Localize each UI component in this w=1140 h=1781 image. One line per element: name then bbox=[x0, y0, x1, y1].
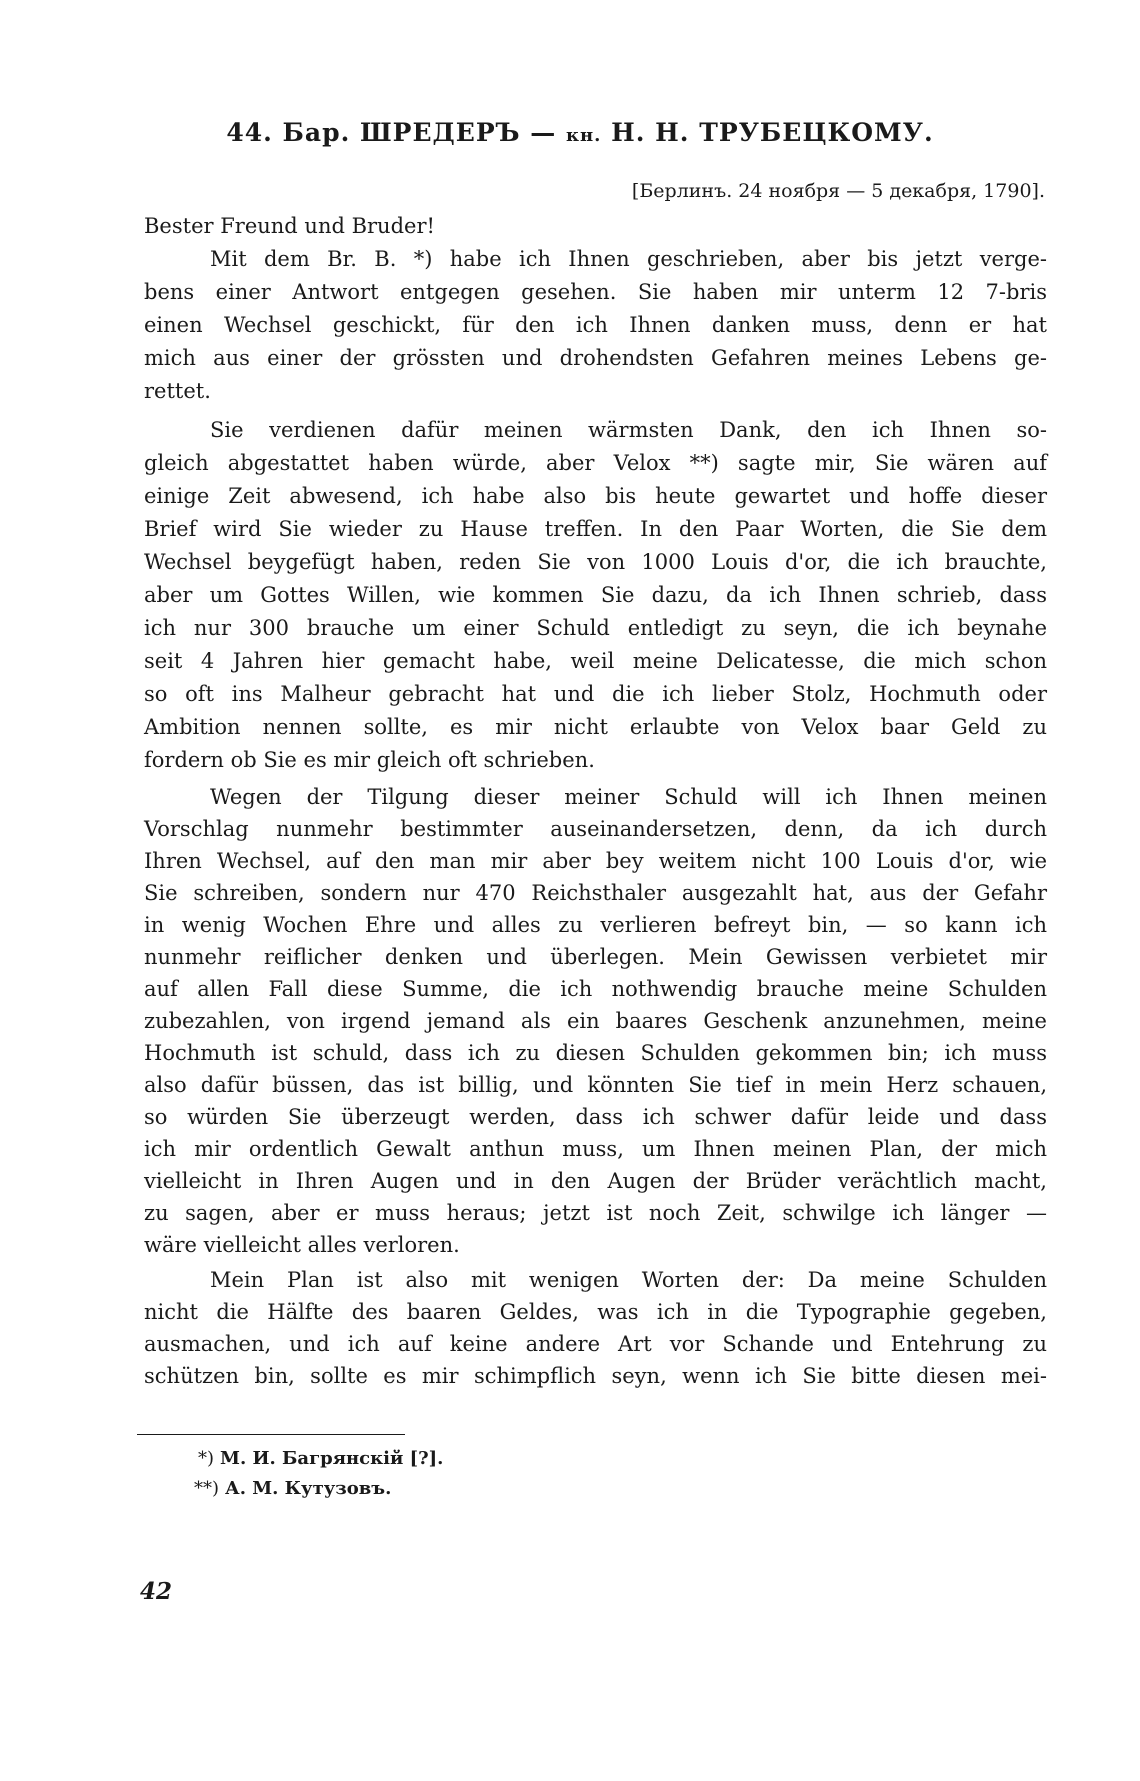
text-line: wäre vielleicht alles verloren. bbox=[144, 1233, 460, 1257]
text-line: rettet. bbox=[144, 379, 211, 403]
text-line: Mein Plan ist also mit wenigen Worten der: Da meine Schulden bbox=[210, 1268, 1047, 1292]
footnote-1 bbox=[198, 1448, 443, 1469]
heading-title-abbrev: кн. bbox=[565, 125, 602, 146]
footnote-text: М. И. Багрянскій [?]. bbox=[220, 1448, 444, 1469]
text-line: gleich abgestattet haben würde, aber Velox **) sagte mir, Sie wären auf bbox=[144, 451, 1047, 475]
text-line: ich mir ordentlich Gewalt anthun muss, um Ihnen meinen Plan, der mich bbox=[144, 1137, 1047, 1161]
text-line: in wenig Wochen Ehre und alles zu verlieren befreyt bin, — so kann ich bbox=[144, 913, 1047, 937]
text-line: zu sagen, aber er muss heraus; jetzt ist noch Zeit, schwilge ich länger — bbox=[144, 1201, 1047, 1225]
text-line: ich nur 300 brauche um einer Schuld entledigt zu seyn, die ich beynahe bbox=[144, 616, 1047, 640]
text-line: nicht die Hälfte des baaren Geldes, was ich in die Typographie gegeben, bbox=[144, 1300, 1047, 1324]
text-line: einen Wechsel geschickt, für den ich Ihnen danken muss, denn er hat bbox=[144, 313, 1047, 337]
footnote-rule bbox=[137, 1434, 405, 1435]
text-line: auf allen Fall diese Summe, die ich nothwendig brauche meine Schulden bbox=[144, 977, 1047, 1001]
footnote-text: А. М. Кутузовъ. bbox=[225, 1478, 392, 1499]
footnote-mark: *) bbox=[198, 1448, 215, 1469]
text-line: zubezahlen, von irgend jemand als ein baares Geschenk anzunehmen, meine bbox=[144, 1009, 1047, 1033]
letter-recipient: Н. Н. ТРУБЕЦКОМУ. bbox=[611, 118, 934, 147]
footnote-2 bbox=[194, 1478, 391, 1499]
text-line: so oft ins Malheur gebracht hat und die ich lieber Stolz, Hochmuth oder bbox=[144, 682, 1047, 706]
text-line: fordern ob Sie es mir gleich oft schrieben. bbox=[144, 748, 595, 772]
letter-heading bbox=[0, 118, 1140, 147]
text-line: Ihren Wechsel, auf den man mir aber bey weitem nicht 100 Louis d'or, wie bbox=[144, 849, 1047, 873]
text-line: Brief wird Sie wieder zu Hause treffen. In den Paar Worten, die Sie dem bbox=[144, 517, 1047, 541]
text-line: Ambition nennen sollte, es mir nicht erlaubte von Velox baar Geld zu bbox=[144, 715, 1047, 739]
text-line: seit 4 Jahren hier gemacht habe, weil meine Delicatesse, die mich schon bbox=[144, 649, 1047, 673]
footnote-mark: **) bbox=[194, 1478, 220, 1499]
text-line: ausmachen, und ich auf keine andere Art vor Schande und Entehrung zu bbox=[144, 1332, 1047, 1356]
text-line: aber um Gottes Willen, wie kommen Sie dazu, da ich Ihnen schrieb, dass bbox=[144, 583, 1047, 607]
text-line: Mit dem Br. B. *) habe ich Ihnen geschrieben, aber bis jetzt verge- bbox=[210, 247, 1047, 271]
text-line: mich aus einer der grössten und drohendsten Gefahren meines Lebens ge- bbox=[144, 346, 1047, 370]
text-line: Sie verdienen dafür meinen wärmsten Dank, den ich Ihnen so- bbox=[210, 418, 1047, 442]
text-line: vielleicht in Ihren Augen und in den Augen der Brüder verächtlich macht, bbox=[144, 1169, 1047, 1193]
letter-sender: Бар. ШРЕДЕРЪ bbox=[282, 118, 521, 147]
heading-dash: — bbox=[530, 118, 557, 147]
text-line: Wegen der Tilgung dieser meiner Schuld will ich Ihnen meinen bbox=[210, 785, 1047, 809]
text-line: Wechsel beygefügt haben, reden Sie von 1000 Louis d'or, die ich brauchte, bbox=[144, 550, 1047, 574]
text-line: einige Zeit abwesend, ich habe also bis heute gewartet und hoffe dieser bbox=[144, 484, 1047, 508]
page-number: 42 bbox=[140, 1578, 173, 1605]
text-line: nunmehr reiflicher denken und überlegen. Mein Gewissen verbietet mir bbox=[144, 945, 1047, 969]
letter-number: 44. bbox=[226, 118, 273, 147]
text-line: so würden Sie überzeugt werden, dass ich schwer dafür leide und dass bbox=[144, 1105, 1047, 1129]
text-line: schützen bin, sollte es mir schimpflich seyn, wenn ich Sie bitte diesen mei- bbox=[144, 1364, 1047, 1388]
text-line: Hochmuth ist schuld, dass ich zu diesen Schulden gekommen bin; ich muss bbox=[144, 1041, 1047, 1065]
greeting: Bester Freund und Bruder! bbox=[144, 214, 435, 238]
text-line: Vorschlag nunmehr bestimmter auseinandersetzen, denn, da ich durch bbox=[144, 817, 1047, 841]
text-line: bens einer Antwort entgegen gesehen. Sie haben mir unterm 12 7-bris bbox=[144, 280, 1047, 304]
text-line: Sie schreiben, sondern nur 470 Reichsthaler ausgezahlt hat, aus der Gefahr bbox=[144, 881, 1047, 905]
text-line: also dafür büssen, das ist billig, und könnten Sie tief in mein Herz schauen, bbox=[144, 1073, 1047, 1097]
dateline: [Берлинъ. 24 ноября — 5 декабря, 1790]. bbox=[631, 180, 1045, 202]
